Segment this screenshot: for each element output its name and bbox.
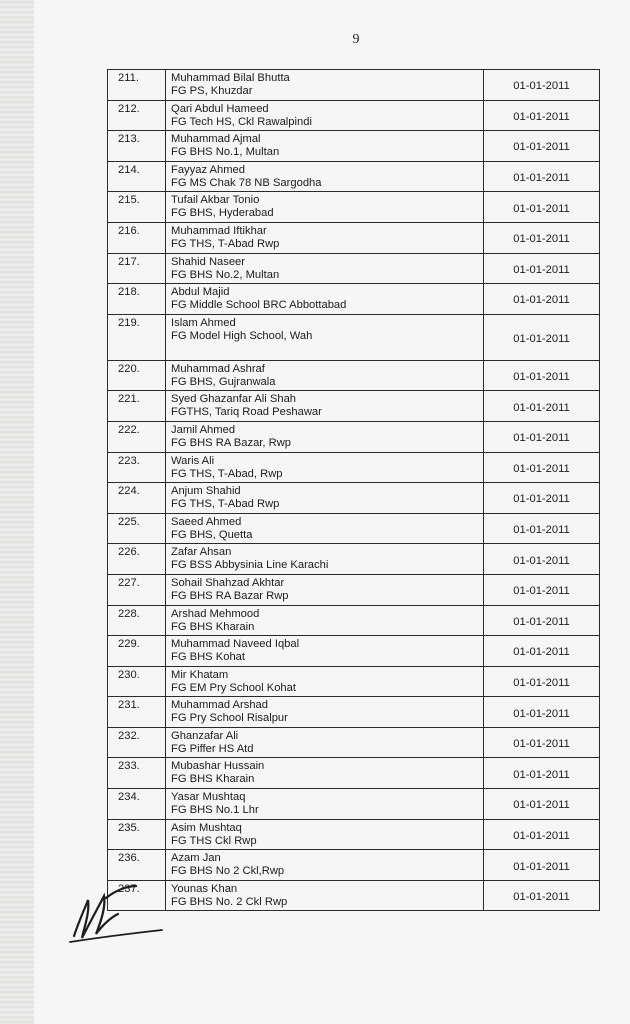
school-name: FG BSS Abbysinia Line Karachi bbox=[171, 559, 329, 572]
teacher-name: Shahid Naseer bbox=[171, 255, 246, 268]
table-row bbox=[108, 880, 600, 911]
teacher-name: Saeed Ahmed bbox=[171, 515, 242, 528]
name-school-cell bbox=[166, 391, 484, 422]
teacher-name: Younas Khan bbox=[171, 882, 238, 895]
name-school-cell bbox=[166, 483, 484, 514]
serial-number: 218. bbox=[108, 284, 166, 315]
serial-number: 227. bbox=[108, 574, 166, 605]
teacher-name: Anjum Shahid bbox=[171, 485, 241, 498]
effective-date: 01-01-2011 bbox=[484, 605, 600, 636]
name-school-cell bbox=[166, 100, 484, 131]
table-row bbox=[108, 727, 600, 758]
table-row bbox=[108, 131, 600, 162]
name-school-cell bbox=[166, 819, 484, 850]
effective-date: 01-01-2011 bbox=[484, 513, 600, 544]
serial-number: 225. bbox=[108, 513, 166, 544]
school-name: FG BHS, Hyderabad bbox=[171, 207, 274, 220]
effective-date: 01-01-2011 bbox=[484, 636, 600, 667]
table-row bbox=[108, 421, 600, 452]
table-row bbox=[108, 697, 600, 728]
name-school-cell bbox=[166, 544, 484, 575]
table-row bbox=[108, 391, 600, 422]
serial-number: 221. bbox=[108, 391, 166, 422]
effective-date: 01-01-2011 bbox=[484, 314, 600, 360]
serial-number: 211. bbox=[108, 70, 166, 101]
effective-date: 01-01-2011 bbox=[484, 697, 600, 728]
table-row bbox=[108, 70, 600, 101]
serial-number: 234. bbox=[108, 789, 166, 820]
teacher-name: Syed Ghazanfar Ali Shah bbox=[171, 393, 297, 406]
table-row bbox=[108, 758, 600, 789]
school-name: FG BHS No. 2 Ckl Rwp bbox=[171, 895, 288, 908]
effective-date: 01-01-2011 bbox=[484, 666, 600, 697]
table-row bbox=[108, 574, 600, 605]
table-row bbox=[108, 819, 600, 850]
effective-date: 01-01-2011 bbox=[484, 253, 600, 284]
serial-number: 222. bbox=[108, 421, 166, 452]
effective-date: 01-01-2011 bbox=[484, 850, 600, 881]
school-name: FG THS, T-Abad Rwp bbox=[171, 498, 280, 511]
effective-date: 01-01-2011 bbox=[484, 421, 600, 452]
serial-number: 230. bbox=[108, 666, 166, 697]
table-row bbox=[108, 314, 600, 360]
school-name: FG BHS Kharain bbox=[171, 620, 255, 633]
table-row bbox=[108, 284, 600, 315]
table-row bbox=[108, 789, 600, 820]
name-school-cell bbox=[166, 666, 484, 697]
school-name: FG BHS Kharain bbox=[171, 773, 255, 786]
school-name: FG BHS Kohat bbox=[171, 651, 245, 664]
school-name: FG BHS No.2, Multan bbox=[171, 268, 280, 281]
school-name: FG THS Ckl Rwp bbox=[171, 834, 257, 847]
serial-number: 229. bbox=[108, 636, 166, 667]
teacher-name: Zafar Ahsan bbox=[171, 546, 232, 559]
teacher-name: Sohail Shahzad Akhtar bbox=[171, 576, 285, 589]
name-school-cell bbox=[166, 421, 484, 452]
serial-number: 220. bbox=[108, 360, 166, 391]
name-school-cell bbox=[166, 697, 484, 728]
school-name: FG THS, T-Abad, Rwp bbox=[171, 467, 283, 480]
table-row bbox=[108, 636, 600, 667]
effective-date: 01-01-2011 bbox=[484, 483, 600, 514]
page-number: 9 bbox=[352, 32, 360, 47]
teacher-name: Asim Mushtaq bbox=[171, 821, 242, 834]
serial-number: 237. bbox=[108, 880, 166, 911]
teacher-name: Muhammad Ashraf bbox=[171, 362, 265, 375]
name-school-cell bbox=[166, 192, 484, 223]
name-school-cell bbox=[166, 161, 484, 192]
school-name: FG BHS No.1 Lhr bbox=[171, 804, 259, 817]
handwritten-signature bbox=[66, 878, 166, 948]
serial-number: 216. bbox=[108, 222, 166, 253]
table-row bbox=[108, 192, 600, 223]
table-row bbox=[108, 666, 600, 697]
serial-number: 212. bbox=[108, 100, 166, 131]
effective-date: 01-01-2011 bbox=[484, 789, 600, 820]
school-name: FG BHS No.1, Multan bbox=[171, 146, 280, 159]
teacher-name: Islam Ahmed bbox=[171, 316, 236, 329]
effective-date: 01-01-2011 bbox=[484, 284, 600, 315]
table-row bbox=[108, 360, 600, 391]
teacher-name: Ghanzafar Ali bbox=[171, 729, 239, 742]
school-name: FGTHS, Tariq Road Peshawar bbox=[171, 406, 322, 419]
name-school-cell bbox=[166, 452, 484, 483]
effective-date: 01-01-2011 bbox=[484, 574, 600, 605]
name-school-cell bbox=[166, 70, 484, 101]
serial-number: 215. bbox=[108, 192, 166, 223]
table-row bbox=[108, 253, 600, 284]
name-school-cell bbox=[166, 605, 484, 636]
serial-number: 217. bbox=[108, 253, 166, 284]
table-row bbox=[108, 483, 600, 514]
teacher-name: Yasar Mushtaq bbox=[171, 791, 246, 804]
effective-date: 01-01-2011 bbox=[484, 758, 600, 789]
name-school-cell bbox=[166, 758, 484, 789]
teacher-name: Muhammad Bilal Bhutta bbox=[171, 72, 290, 84]
school-name: FG BHS RA Bazar Rwp bbox=[171, 589, 289, 602]
name-school-cell bbox=[166, 727, 484, 758]
school-name: FG BHS No 2 Ckl,Rwp bbox=[171, 865, 285, 878]
name-school-cell bbox=[166, 222, 484, 253]
school-name: FG PS, Khuzdar bbox=[171, 85, 253, 97]
serial-number: 228. bbox=[108, 605, 166, 636]
effective-date: 01-01-2011 bbox=[484, 544, 600, 575]
name-school-cell bbox=[166, 789, 484, 820]
serial-number: 224. bbox=[108, 483, 166, 514]
table-row bbox=[108, 222, 600, 253]
name-school-cell bbox=[166, 131, 484, 162]
teacher-name: Waris Ali bbox=[171, 454, 215, 467]
school-name: FG Model High School, Wah bbox=[171, 329, 313, 342]
serial-number: 213. bbox=[108, 131, 166, 162]
effective-date: 01-01-2011 bbox=[484, 880, 600, 911]
teacher-name: Muhammad Ajmal bbox=[171, 133, 261, 146]
effective-date: 01-01-2011 bbox=[484, 727, 600, 758]
table-row bbox=[108, 605, 600, 636]
effective-date: 01-01-2011 bbox=[484, 360, 600, 391]
school-name: FG BHS, Quetta bbox=[171, 528, 253, 541]
teacher-name: Tufail Akbar Tonio bbox=[171, 194, 260, 207]
teacher-name: Jamil Ahmed bbox=[171, 423, 236, 436]
table-row bbox=[108, 544, 600, 575]
table-row bbox=[108, 850, 600, 881]
effective-date: 01-01-2011 bbox=[484, 161, 600, 192]
name-school-cell bbox=[166, 850, 484, 881]
teacher-name: Mubashar Hussain bbox=[171, 760, 265, 773]
effective-date: 01-01-2011 bbox=[484, 222, 600, 253]
teacher-name: Muhammad Arshad bbox=[171, 699, 269, 712]
table-row bbox=[108, 452, 600, 483]
school-name: FG Piffer HS Atd bbox=[171, 742, 254, 755]
scanned-binding-edge bbox=[0, 0, 34, 1024]
serial-number: 233. bbox=[108, 758, 166, 789]
name-school-cell bbox=[166, 360, 484, 391]
name-school-cell bbox=[166, 880, 484, 911]
serial-number: 235. bbox=[108, 819, 166, 850]
serial-number: 232. bbox=[108, 727, 166, 758]
name-school-cell bbox=[166, 314, 484, 360]
school-name: FG Tech HS, Ckl Rawalpindi bbox=[171, 115, 312, 128]
name-school-cell bbox=[166, 253, 484, 284]
school-name: FG Middle School BRC Abbottabad bbox=[171, 299, 347, 312]
effective-date: 01-01-2011 bbox=[484, 131, 600, 162]
effective-date: 01-01-2011 bbox=[484, 452, 600, 483]
serial-number: 226. bbox=[108, 544, 166, 575]
teacher-name: Muhammad Naveed Iqbal bbox=[171, 638, 300, 651]
serial-number: 219. bbox=[108, 314, 166, 360]
teacher-name: Arshad Mehmood bbox=[171, 607, 260, 620]
appointment-table bbox=[107, 69, 600, 911]
teacher-name: Fayyaz Ahmed bbox=[171, 163, 245, 176]
school-name: FG BHS RA Bazar, Rwp bbox=[171, 436, 291, 449]
effective-date: 01-01-2011 bbox=[484, 819, 600, 850]
table-row bbox=[108, 513, 600, 544]
effective-date: 01-01-2011 bbox=[484, 100, 600, 131]
name-school-cell bbox=[166, 513, 484, 544]
teacher-name: Abdul Majid bbox=[171, 286, 230, 299]
effective-date: 01-01-2011 bbox=[484, 391, 600, 422]
teacher-name: Qari Abdul Hameed bbox=[171, 102, 269, 115]
effective-date: 01-01-2011 bbox=[484, 192, 600, 223]
school-name: FG Pry School Risalpur bbox=[171, 712, 288, 725]
serial-number: 231. bbox=[108, 697, 166, 728]
school-name: FG BHS, Gujranwala bbox=[171, 375, 276, 388]
table-body bbox=[108, 70, 600, 911]
teacher-name: Muhammad Iftikhar bbox=[171, 224, 267, 237]
name-school-cell bbox=[166, 574, 484, 605]
name-school-cell bbox=[166, 636, 484, 667]
school-name: FG MS Chak 78 NB Sargodha bbox=[171, 176, 322, 189]
name-school-cell bbox=[166, 284, 484, 315]
serial-number: 236. bbox=[108, 850, 166, 881]
teacher-name: Azam Jan bbox=[171, 852, 221, 865]
serial-number: 223. bbox=[108, 452, 166, 483]
school-name: FG THS, T-Abad Rwp bbox=[171, 237, 280, 250]
serial-number: 214. bbox=[108, 161, 166, 192]
table-row bbox=[108, 100, 600, 131]
table-row bbox=[108, 161, 600, 192]
school-name: FG EM Pry School Kohat bbox=[171, 681, 296, 694]
effective-date: 01-01-2011 bbox=[484, 70, 600, 101]
teacher-name: Mir Khatam bbox=[171, 668, 229, 681]
